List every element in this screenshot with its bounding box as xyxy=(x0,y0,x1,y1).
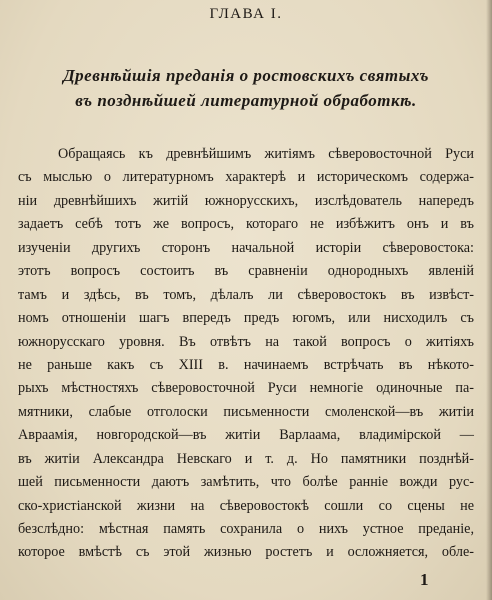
text-line: рыхъ мѣстностяхъ сѣверовосточной Руси немногіе одиночные па- xyxy=(18,380,474,397)
chapter-title-line-2: въ позднѣйшей литературной обработкѣ. xyxy=(75,91,417,110)
body-paragraph xyxy=(18,143,474,565)
text-line: съ мыслью о литературномъ характерѣ и историческомъ содержа- xyxy=(18,169,474,186)
text-line: мятники, слабые отголоски письменности смоленской—въ житіи xyxy=(18,403,474,420)
text-line: ско-христіанской жизни на сѣверовостокѣ сошли со сцены не xyxy=(18,497,474,514)
chapter-heading: ГЛАВА I. xyxy=(209,6,283,22)
page-edge-shadow xyxy=(486,0,492,600)
text-line: которое вмѣстѣ съ этой жизнью ростетъ и осложняется, обле- xyxy=(18,544,474,561)
text-line: Авраамія, новгородской—въ житіи Варлаама, владимірской — xyxy=(18,427,474,444)
chapter-title-line-1: Древнѣйшія преданія о ростовскихъ святыхъ xyxy=(63,66,429,85)
text-line: задаетъ себѣ тотъ же вопросъ, котораго не избѣжитъ онъ и въ xyxy=(18,216,474,233)
text-line: южнорусскаго уровня. Въ отвѣтъ на такой вопросъ о житіяхъ xyxy=(18,333,474,350)
text-line: шей письменности даютъ замѣтить, что болѣе ранніе вожди рус- xyxy=(18,474,474,491)
text-line: Обращаясь къ древнѣйшимъ житіямъ сѣверовосточной Руси xyxy=(58,146,474,162)
page-number: 1 xyxy=(420,570,429,589)
text-line: изученіи другихъ сторонъ начальной исторіи сѣверовостока: xyxy=(18,239,474,256)
text-line: въ житіи Александра Невскаго и т. д. Но памятники позднѣй- xyxy=(18,450,474,467)
text-line: тамъ и здѣсь, въ томъ, дѣлалъ ли сѣверовостокъ въ извѣст- xyxy=(18,286,474,303)
text-line: номъ отношеніи шагъ впередъ предъ югомъ, или нисходилъ съ xyxy=(18,310,474,327)
text-line: этотъ вопросъ состоитъ въ сравненіи однородныхъ явленій xyxy=(18,263,474,280)
text-line: ніи древнѣйшихъ житій южнорусскихъ, изслѣдователь напередъ xyxy=(18,192,474,209)
text-line: не раньше какъ съ XIII в. начинаемъ встрѣчать въ нѣкото- xyxy=(18,356,474,373)
text-line: безслѣдно: мѣстная память сохранила о нихъ устное преданіе, xyxy=(18,521,474,537)
